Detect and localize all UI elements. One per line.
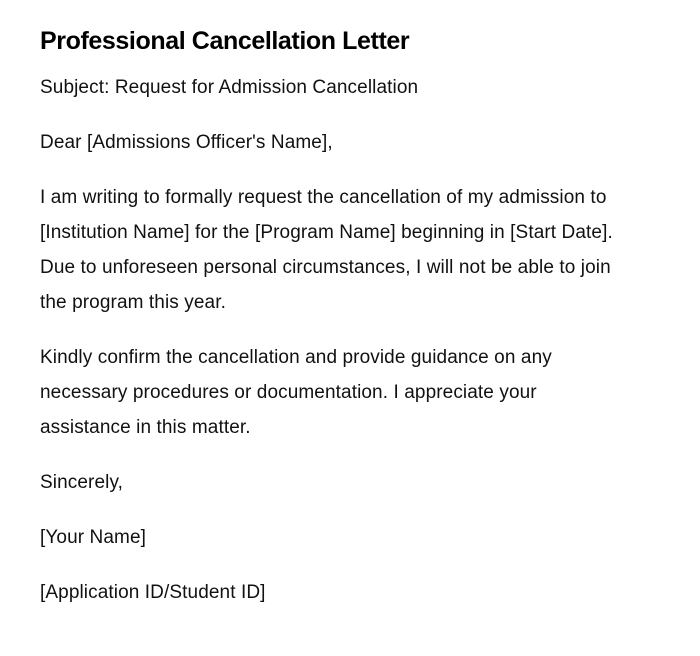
letter-signature-name: [Your Name] xyxy=(40,527,147,548)
letter-title: Professional Cancellation Letter xyxy=(40,27,410,55)
letter-subject: Subject: Request for Admission Cancellation xyxy=(40,77,419,98)
letter-salutation: Dear [Admissions Officer's Name], xyxy=(40,132,333,153)
letter-closing: Sincerely, xyxy=(40,472,124,493)
letter-body-paragraph-2: Kindly confirm the cancellation and provide guidance on any necessary procedures or documentation. I appreciate your assistance in this matter. xyxy=(40,347,552,438)
letter-signature-id: [Application ID/Student ID] xyxy=(40,582,266,603)
letter-body-paragraph-1: I am writing to formally request the cancellation of my admission to [Institution Name] for the [Program Name] beginning in [Start Date]. Due to unforeseen personal circumstances, I will not be able to join the program this year. xyxy=(40,187,613,313)
